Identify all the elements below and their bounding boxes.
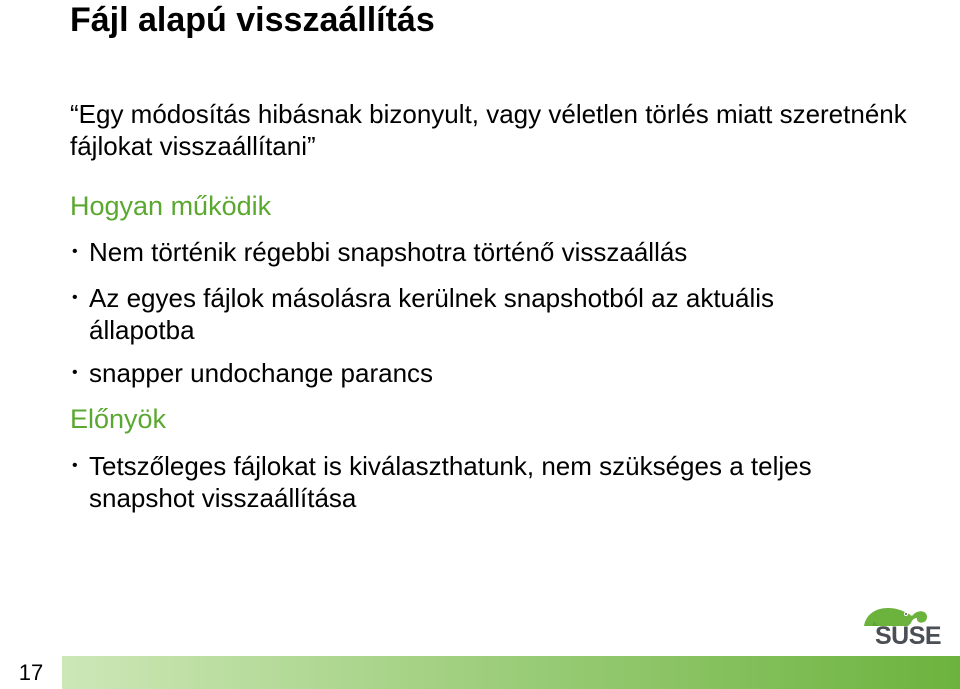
bullet-text: Tetszőleges fájlokat is kiválaszthatunk, nem szükséges a teljes snapshot visszaállítása — [89, 451, 812, 513]
slide-title: Fájl alapú visszaállítás — [70, 1, 435, 39]
bullet-text: snapper undochange parancs — [89, 358, 434, 388]
bullet-icon: • — [72, 243, 78, 260]
list-item — [72, 450, 872, 514]
bullet-icon: • — [72, 457, 78, 474]
logo-wordmark: SUSE — [875, 622, 942, 650]
footer-bar — [0, 656, 960, 689]
bullet-text: Nem történik régebbi snapshotra történő visszaállás — [89, 237, 688, 267]
quote-text: “Egy módosítás hibásnak bizonyult, vagy véletlen törlés miatt szeretnénk fájlokat visszaállítani” — [70, 99, 907, 161]
bullet-text: Az egyes fájlok másolásra kerülnek snapshotból az aktuális állapotba — [89, 283, 775, 345]
list-item — [72, 236, 892, 268]
suse-logo — [862, 604, 954, 650]
page-number: 17 — [0, 656, 62, 689]
section-heading-benefits: Előnyök — [70, 404, 167, 434]
bullet-icon: • — [72, 289, 78, 306]
bullet-icon: • — [72, 364, 78, 381]
list-item — [72, 357, 892, 389]
section-heading-how: Hogyan működik — [70, 191, 272, 221]
list-item — [72, 282, 792, 346]
